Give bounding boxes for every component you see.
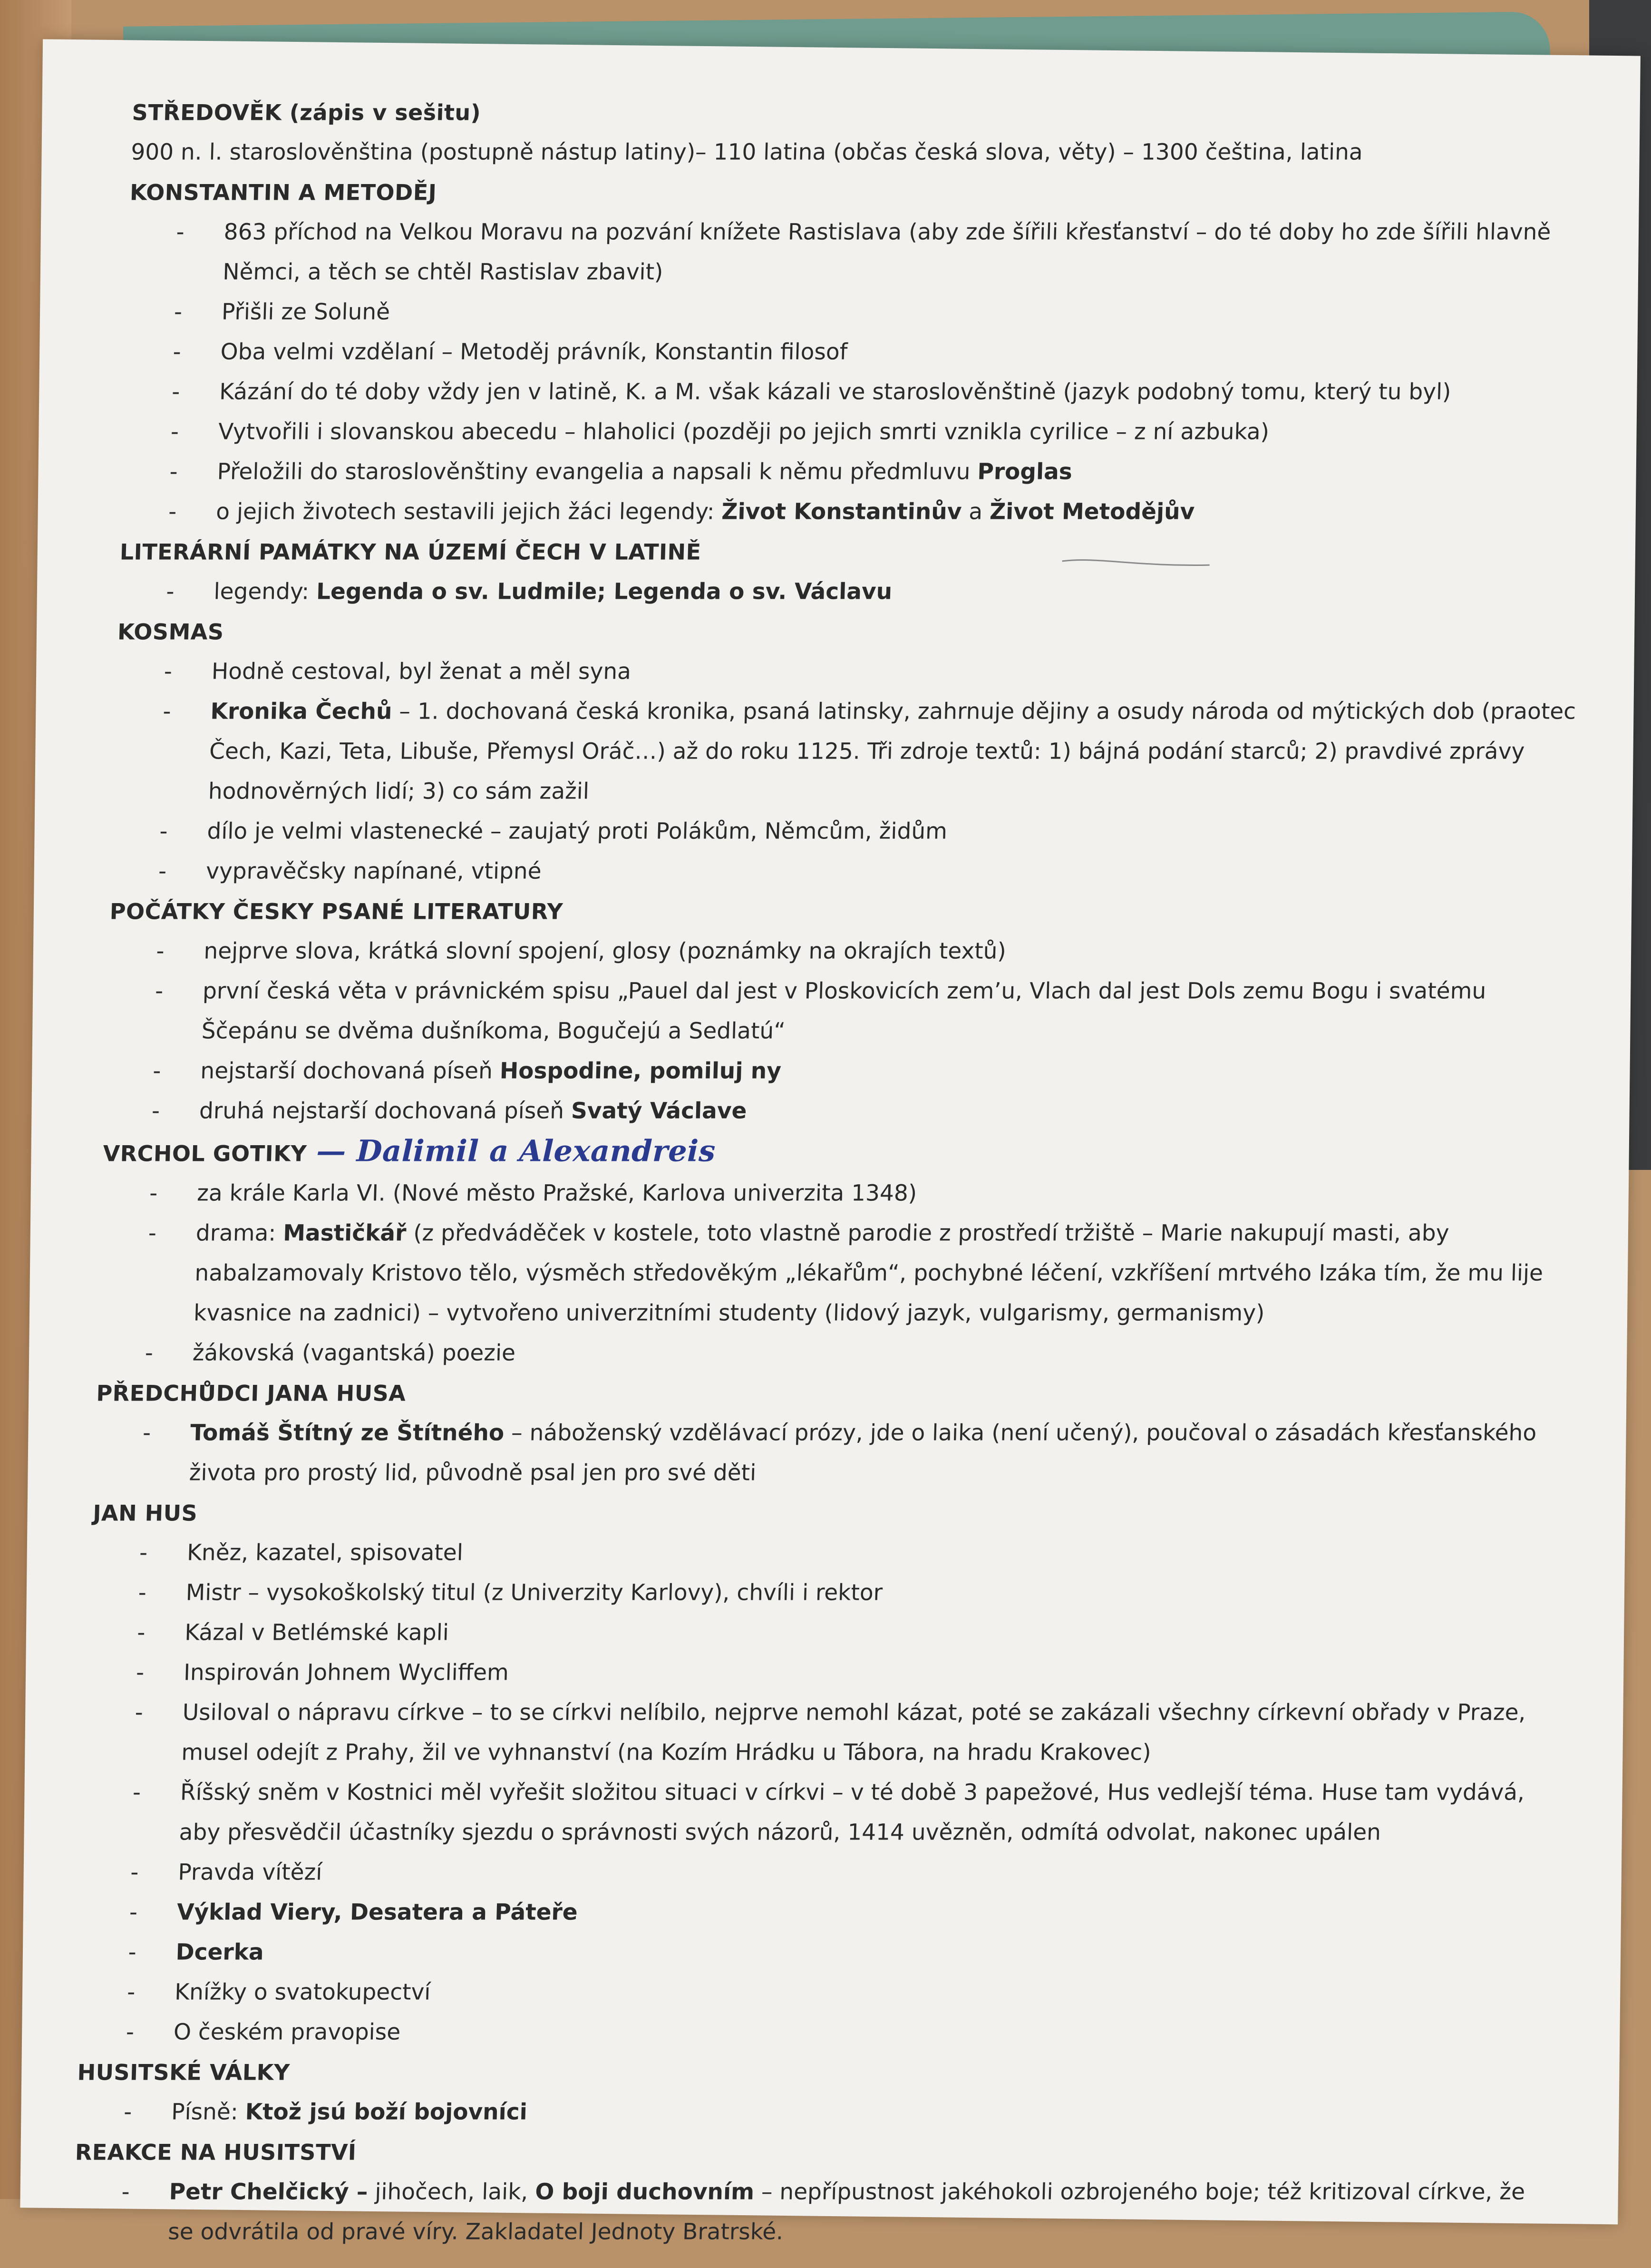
list-item	[72, 2172, 1544, 2252]
section-heading	[92, 1493, 1563, 1533]
item-text: legendy:	[213, 578, 317, 605]
section-heading	[77, 2052, 1547, 2092]
item-text: – nepřípustnost jakéhokoli ozbrojeného boje; též kritizoval církve, že se odvrátila od pravé víry. Zakladatel Jednoty Bratrské.	[167, 2179, 1525, 2245]
list-item	[86, 1693, 1557, 1772]
section-heading	[129, 172, 1600, 212]
list-item	[79, 1972, 1549, 2012]
list-item	[101, 1173, 1572, 1213]
item-text: – 1. dochovaná česká kronika, psaná latinsky, zahrnuje dějiny a osudy národa od mýtických dob (praotec Čech, Kazi, Teta, Libuše, Přemysl Oráč…) až do roku 1125. Tři zdroje textů: 1) bájná podání starců; 2) pravdivé zprávy hodnověrných lidí; 3) co sám zažil	[208, 698, 1576, 805]
list-item	[108, 931, 1578, 971]
handwritten-note: — Dalimil a Alexandreis	[316, 1133, 716, 1168]
item-text: Hodně cestoval, byl ženat a měl syna	[211, 658, 631, 685]
item-text: Pravda vítězí	[177, 1859, 323, 1886]
item-text: (z předváděček v kostele, toto vlastně parodie z prostředí tržiště – Marie nakupují masti, aby nabalzamovaly Kristovo tělo, výsměch středověkým „lékařům“, pochybné léčení, vzkříšení mrtvého Izáka tím, že mu lije kvasnice na zadnici) – vytvořeno univerzitními studenty (lidový jazyk, vulgarismy, germanismy)	[193, 1220, 1544, 1326]
section-list	[94, 1413, 1565, 1493]
bold-text: Legenda o sv. Ludmile; Legenda o sv. Václavu	[316, 578, 893, 605]
item-text: Přeložili do staroslověnštiny evangelia a napsali k němu předmluvu	[216, 458, 978, 485]
item-text: žákovská (vagantská) poezie	[192, 1340, 516, 1366]
list-item	[81, 1892, 1552, 1932]
list-item	[94, 1413, 1565, 1493]
bold-text: Petr Chelčický –	[168, 2179, 369, 2205]
list-item	[125, 332, 1595, 372]
bold-text: Hospodine, pomiluj ny	[499, 1058, 782, 1084]
item-text: – náboženský vzdělávací prózy, jde o laika (není učený), poučoval o zásadách křesťanského života pro prostý lid, původně psal jen pro své děti	[189, 1420, 1537, 1486]
bold-text: Tomáš Štítný ze Štítného	[190, 1420, 505, 1446]
paper-sheet	[20, 39, 1641, 2245]
section-heading-text: VRCHOL GOTIKY	[102, 1140, 307, 1167]
item-text: Kněz, kazatel, spisovatel	[186, 1539, 464, 1566]
list-item	[98, 1213, 1571, 1333]
list-item	[91, 1533, 1562, 1573]
item-text: Říšský sněm v Kostnici měl vyřešit složitou situaci v církvi – v té době 3 papežové, Hus vedlejší téma. Huse tam vydává, aby přesvědčil účastníky sjezdu o správnosti svých názorů, 1414 uvězněn, odmítá odvolat, nakonec upálen	[178, 1779, 1525, 1846]
document-body	[72, 92, 1602, 2252]
list-item	[104, 1091, 1574, 1131]
list-item	[111, 811, 1582, 851]
section-heading-text: REAKCE NA HUSITSTVÍ	[75, 2139, 357, 2165]
item-text: O českém pravopise	[173, 2019, 401, 2045]
list-item	[82, 1852, 1553, 1892]
bold-text: Mastičkář	[282, 1220, 407, 1246]
sections-container	[72, 172, 1600, 2252]
list-item	[113, 691, 1585, 811]
section-heading-text: LITERÁRNÍ PAMÁTKY NA ÚZEMÍ ČECH V LATINĚ	[119, 539, 702, 565]
section-heading-text: KONSTANTIN A METODĚJ	[129, 179, 437, 205]
section-list	[97, 1173, 1572, 1373]
list-item	[127, 212, 1599, 292]
list-item	[123, 412, 1593, 452]
section-list	[104, 931, 1579, 1131]
list-item	[80, 1932, 1551, 1972]
section-list	[110, 652, 1586, 891]
bold-text: Svatý Václave	[571, 1098, 748, 1124]
item-text: nejprve slova, krátká slovní spojení, glosy (poznámky na okrajích textů)	[203, 938, 1007, 964]
bold-text: Výklad Viery, Desatera a Páteře	[176, 1899, 578, 1926]
section-heading	[102, 1131, 1573, 1173]
list-item	[118, 572, 1588, 612]
item-text: o jejich životech sestavili jejich žáci legendy:	[215, 498, 722, 525]
section-list	[120, 212, 1599, 532]
bold-text: Život Konstantinův	[721, 498, 962, 525]
list-item	[89, 1613, 1559, 1653]
section-heading-text: POČÁTKY ČESKY PSANÉ LITERATURY	[109, 898, 563, 925]
list-item	[90, 1573, 1561, 1613]
item-text: druhá nejstarší dochovaná píseň	[199, 1098, 572, 1124]
section-list	[72, 2172, 1544, 2252]
list-item	[106, 971, 1578, 1051]
list-item	[105, 1051, 1575, 1091]
section-heading-text: HUSITSKÉ VÁLKY	[77, 2059, 291, 2085]
item-text: drama:	[195, 1220, 284, 1246]
item-text: Přišli ze Soluně	[221, 299, 390, 325]
item-text: Písně:	[171, 2099, 246, 2125]
item-text: jihočech, laik,	[367, 2179, 536, 2205]
list-item	[78, 2012, 1548, 2052]
list-item	[126, 292, 1596, 332]
section-heading	[109, 891, 1580, 931]
item-text: Usiloval o nápravu církve – to se církvi nelíbilo, nejprve nemohl kázat, poté se zakázali všechny církevní obřady v Praze, musel odejít z Prahy, žil ve vyhnanství (na Kozím Hrádku u Tábora, na hradu Krakovec)	[181, 1699, 1526, 1766]
item-text: první česká věta v právnickém spisu „Pauel dal jest v Ploskovicích zem’u, Vlach dal jest Dols zemu Bogu i svatému Ščepánu se dvěma dušníkoma, Bogučejú a Sedlatú“	[201, 978, 1486, 1044]
section-heading	[119, 532, 1590, 572]
item-text: Kázal v Betlémské kapli	[184, 1619, 449, 1646]
section-heading-text: KOSMAS	[117, 619, 224, 645]
list-item	[88, 1653, 1558, 1693]
section-list	[118, 572, 1588, 612]
list-item	[76, 2092, 1546, 2132]
item-text: Inspirován Johnem Wycliffem	[183, 1659, 509, 1686]
bold-text: Život Metodějův	[989, 498, 1195, 525]
section-list	[78, 1533, 1562, 2052]
item-text: za krále Karla VI. (Nové město Pražské, Karlova univerzita 1348)	[196, 1180, 917, 1207]
item-text: Kázání do té doby vždy jen v latině, K. a M. však kázali ve staroslověnštině (jazyk podobný tomu, který tu byl)	[219, 379, 1452, 405]
section-heading	[96, 1373, 1566, 1413]
bold-text: Proglas	[977, 458, 1073, 485]
list-item	[110, 851, 1581, 891]
page-title: STŘEDOVĚK (zápis v sešitu)	[132, 99, 482, 126]
item-text: Vytvořili i slovanskou abecedu – hlaholici (později po jejich smrti vznikla cyrilice – z ní azbuka)	[218, 419, 1270, 445]
bold-text: Dcerka	[175, 1939, 264, 1966]
list-item	[124, 372, 1594, 412]
list-item	[97, 1333, 1567, 1373]
item-text: a	[961, 498, 990, 525]
bold-text: Ktož jsú boží bojovníci	[244, 2099, 528, 2125]
section-heading-text: PŘEDCHŮDCI JANA HUSA	[96, 1380, 407, 1406]
item-text: nejstarší dochovaná píseň	[200, 1058, 500, 1084]
list-item	[121, 452, 1592, 492]
item-text: 863 příchod na Velkou Moravu na pozvání knížete Rastislava (aby zde šířili křesťanství – do té doby ho zde šířili hlavně Němci, a těch se chtěl Rastislav zbavit)	[222, 219, 1552, 285]
section-list	[76, 2092, 1546, 2132]
section-heading	[75, 2132, 1545, 2172]
section-heading-text: JAN HUS	[92, 1500, 198, 1526]
bold-text: Kronika Čechů	[210, 698, 393, 725]
item-text: Knížky o svatokupectví	[174, 1979, 431, 2005]
section-heading	[117, 612, 1587, 652]
item-text: dílo je velmi vlastenecké – zaujatý proti Polákům, Němcům, židům	[206, 818, 948, 845]
list-item	[84, 1772, 1555, 1852]
item-text: Oba velmi vzdělaní – Metoděj právník, Konstantin filosof	[220, 339, 848, 365]
bold-text: O boji duchovním	[534, 2179, 755, 2205]
timeline-line: 900 n. l. staroslověnština (postupně nástup latiny)– 110 latina (občas česká slova, věty) – 1300 čeština, latina	[130, 139, 1363, 165]
item-text: vypravěčsky napínané, vtipné	[205, 858, 542, 885]
list-item	[116, 652, 1586, 691]
item-text: Mistr – vysokoškolský titul (z Univerzity Karlovy), chvíli i rektor	[185, 1579, 883, 1606]
list-item	[120, 492, 1591, 532]
